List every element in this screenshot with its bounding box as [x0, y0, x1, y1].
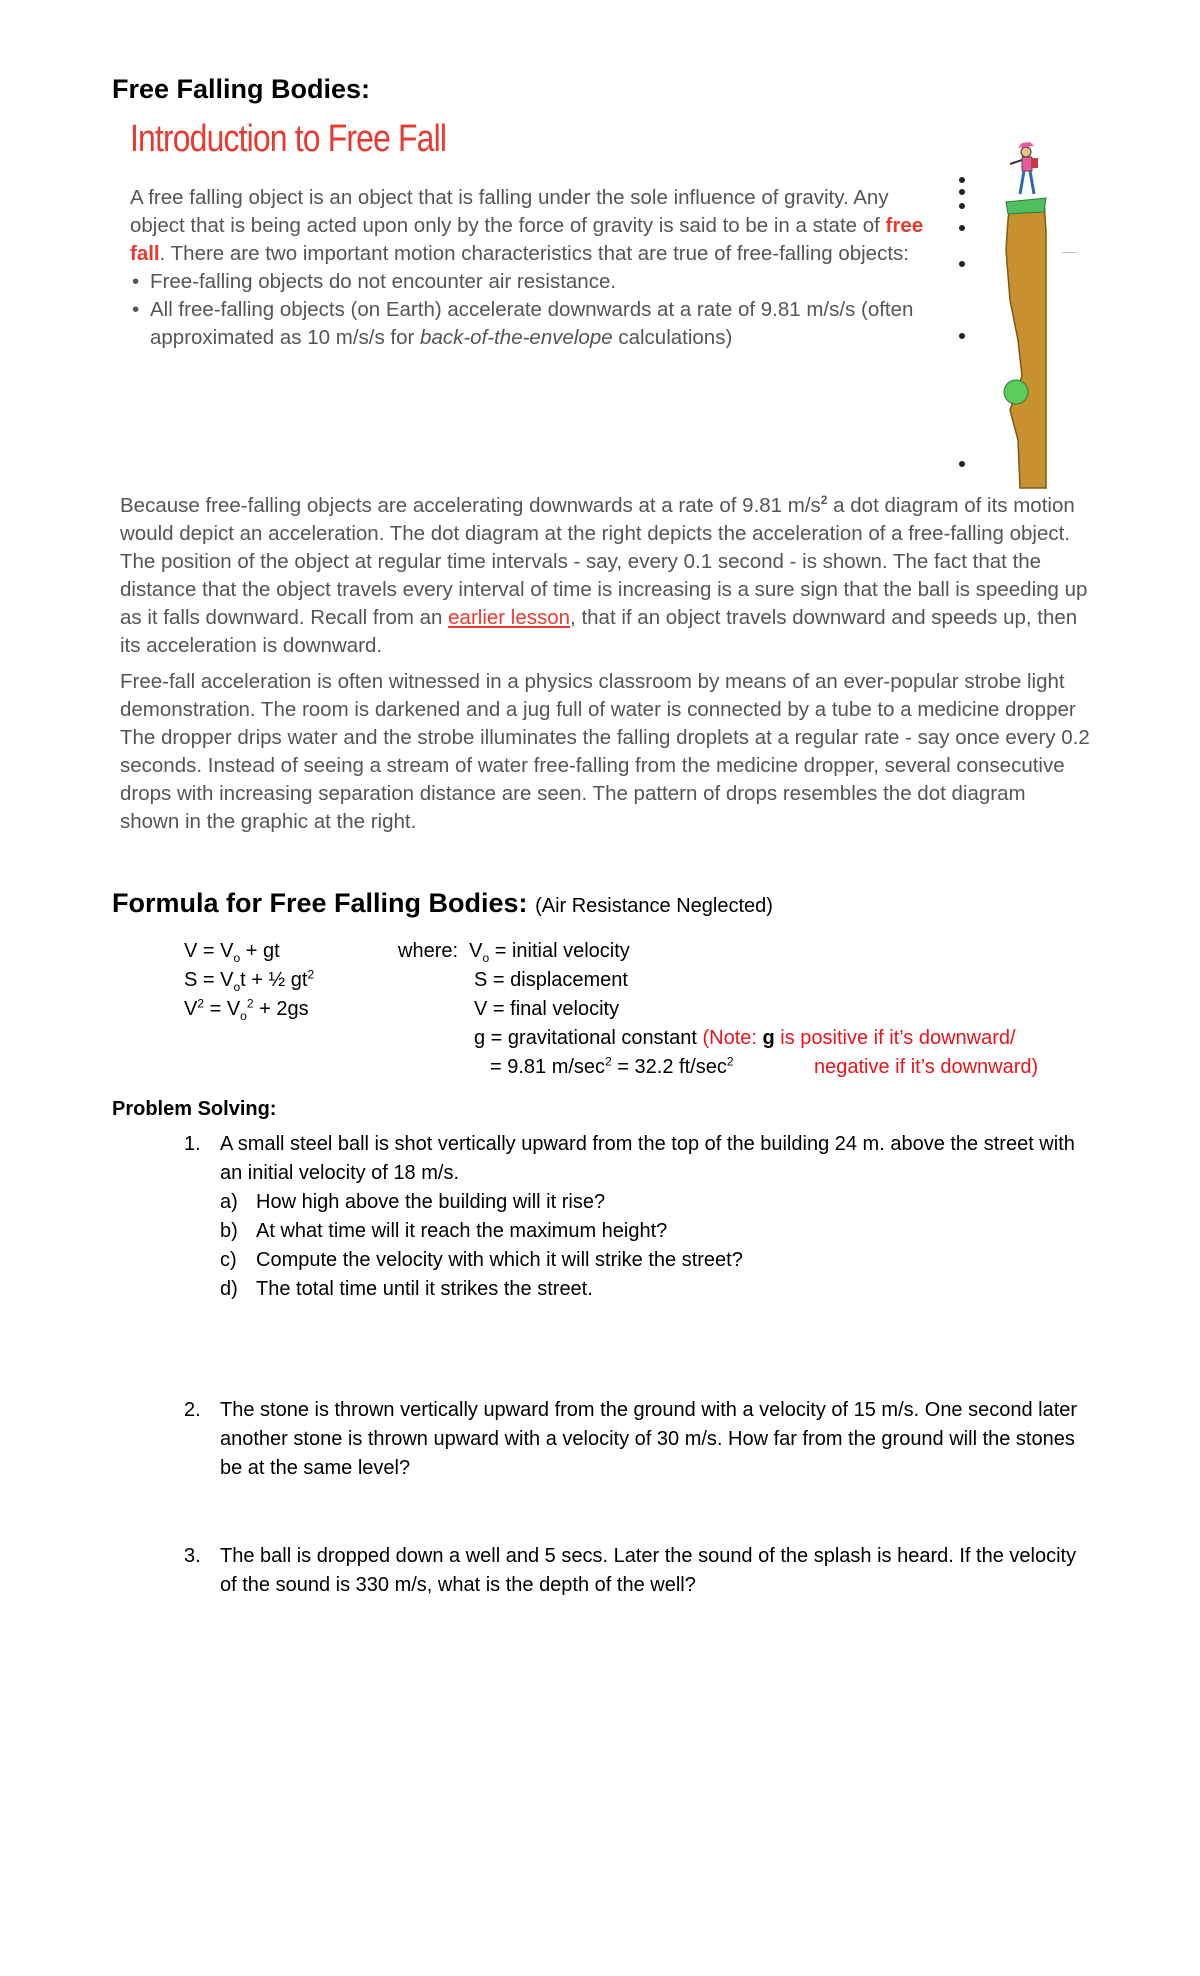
def4-text: g = gravitational constant — [474, 1027, 697, 1049]
problem-3-number: 3. — [184, 1545, 201, 1567]
equation-3 — [184, 998, 309, 1021]
problem-1a — [184, 1188, 1084, 1217]
problem-1c-text: Compute the velocity with which it will strike the street? — [256, 1249, 743, 1271]
cliff-dot-diagram-icon — [948, 140, 1048, 490]
problem-1d-text: The total time until it strikes the street. — [256, 1278, 593, 1300]
def5-sup: 2 — [605, 1054, 612, 1069]
problem-1b-label: b) — [220, 1220, 238, 1242]
note-g: g — [762, 1027, 775, 1049]
equation-2 — [184, 969, 314, 992]
bullet-2-text-2: calculations) — [612, 326, 733, 349]
gravity-value — [490, 1056, 734, 1079]
eq3-rest: + 2gs — [253, 998, 309, 1020]
problem-1-text: A small steel ball is shot vertically upward from the top of the building 24 m. above the street with an initial velocity of 18 m/s. — [220, 1133, 1075, 1184]
where-label: where: — [398, 940, 459, 962]
problem-1a-label: a) — [220, 1191, 238, 1213]
note-a: (Note: — [702, 1027, 763, 1049]
definition-final-velocity: V = final velocity — [474, 998, 620, 1020]
def1-b: = initial velocity — [489, 940, 630, 962]
problem-1c-label: c) — [220, 1249, 237, 1271]
problem-1d — [184, 1275, 1084, 1304]
problem-2-text: The stone is thrown vertically upward from the ground with a velocity of 15 m/s. One second later another stone is thrown upward with a velocity of 30 m/s. How far from the ground will the stones be at the same level? — [220, 1399, 1078, 1479]
problem-1 — [184, 1130, 1084, 1304]
intro-heading: Introduction to Free Fall — [130, 118, 447, 160]
list-item — [130, 296, 930, 352]
eq3-sub: o — [240, 1009, 247, 1023]
definition-displacement: S = displacement — [474, 969, 628, 991]
problem-1-number: 1. — [184, 1133, 201, 1155]
problem-2-number: 2. — [184, 1399, 201, 1421]
formula-note: (Air Resistance Neglected) — [535, 895, 773, 917]
formula-heading — [112, 888, 773, 919]
bullet-2-text-1: All free-falling objects (on Earth) accelerate downwards at a rate of 9.81 m/s/s (often approximated as 10 m/s/s for — [150, 298, 914, 349]
free-fall-term: free fall — [130, 214, 924, 265]
definition-initial-velocity — [398, 940, 630, 963]
intro-paragraph — [130, 184, 930, 268]
bullet-1-text: Free-falling objects do not encounter air resistance. — [150, 270, 617, 293]
para2-text-2: a dot diagram of its motion would depict an acceleration. The dot diagram at the right depicts the acceleration of a free-falling object. The position of the object at regular time intervals - say, every 0.1 second - is shown. The fact that the distance that the object travels every interval of time is increasing is a sure sign that the ball is speeding up as it falls downward. Recall from an — [120, 494, 1088, 629]
def5-sup2: 2 — [726, 1054, 734, 1069]
dot-diagram-paragraph — [120, 492, 1090, 660]
list-item — [130, 268, 930, 296]
eq1-rest: + gt — [240, 940, 280, 962]
problem-1b — [184, 1217, 1084, 1246]
para2-text-1: Because free-falling objects are accelerating downwards at a rate of 9.81 m/s — [120, 494, 821, 517]
def1-sub: o — [482, 951, 490, 965]
equation-1 — [184, 940, 280, 963]
intro-text-2: . There are two important motion characteristics that are true of free-falling objects: — [159, 242, 909, 265]
para2-sup: 2 — [820, 493, 828, 508]
earlier-lesson-link[interactable]: earlier lesson — [448, 606, 571, 629]
eq1-a: V = V — [184, 940, 234, 962]
definition-gravity — [474, 1027, 1016, 1050]
intro-text-1: A free falling object is an object that is falling under the sole influence of gravity. Any object that is being acted upon only by the force of gravity is said to be in a state of — [130, 186, 889, 237]
note-b: is positive if it’s downward/ — [774, 1027, 1016, 1049]
eq2-sub: o — [233, 980, 241, 994]
problem-1a-text: How high above the building will it rise? — [256, 1191, 606, 1213]
eq2-mid: t + ½ gt — [240, 969, 308, 991]
problem-heading: Problem Solving: — [112, 1098, 277, 1120]
eq3-mid: = V — [204, 998, 241, 1020]
bullet-2-italic: back-of-the-envelope — [420, 326, 613, 349]
strobe-paragraph: Free-fall acceleration is often witnessed in a physics classroom by means of an ever-popular strobe light demonstration. The room is darkened and a jug full of water is connected by a tube to a medicine dropper The dropper drips water and the strobe illuminates the falling droplets at a regular rate - say once every 0.2 seconds. Instead of seeing a stream of water free-falling from the medicine dropper, several consecutive drops with increasing separation distance are seen. The pattern of drops resembles the dot diagram shown in the graphic at the right. — [120, 670, 1090, 833]
def5-b: = 32.2 ft/sec — [611, 1056, 727, 1078]
characteristics-list — [130, 268, 930, 352]
gravity-note-line2: negative if it’s downward) — [814, 1056, 1039, 1078]
problem-2 — [184, 1396, 1084, 1483]
problem-1c — [184, 1246, 1084, 1275]
formula-heading-text: Formula for Free Falling Bodies: — [112, 888, 528, 918]
eq3-a: V — [184, 998, 198, 1020]
gravity-note — [702, 1027, 1015, 1049]
eq1-sub: o — [233, 951, 241, 965]
eq3-sup2: 2 — [246, 996, 254, 1011]
para2-text-3: , that if an object travels downward and speeds up, then its acceleration is downward. — [120, 606, 1078, 657]
def5-a: = 9.81 m/sec — [490, 1056, 606, 1078]
problem-3-text: The ball is dropped down a well and 5 secs. Later the sound of the splash is heard. If the velocity of the sound is 330 m/s, what is the depth of the well? — [220, 1545, 1077, 1596]
eq2-sup: 2 — [307, 967, 315, 982]
def1-a: V — [469, 940, 483, 962]
eq2-a: S = V — [184, 969, 234, 991]
eq3-sup: 2 — [197, 996, 205, 1011]
problem-1b-text: At what time will it reach the maximum height? — [256, 1220, 668, 1242]
divider — [1062, 252, 1076, 253]
problem-3 — [184, 1542, 1084, 1600]
page-title: Free Falling Bodies: — [112, 74, 371, 104]
problem-1d-label: d) — [220, 1278, 238, 1300]
